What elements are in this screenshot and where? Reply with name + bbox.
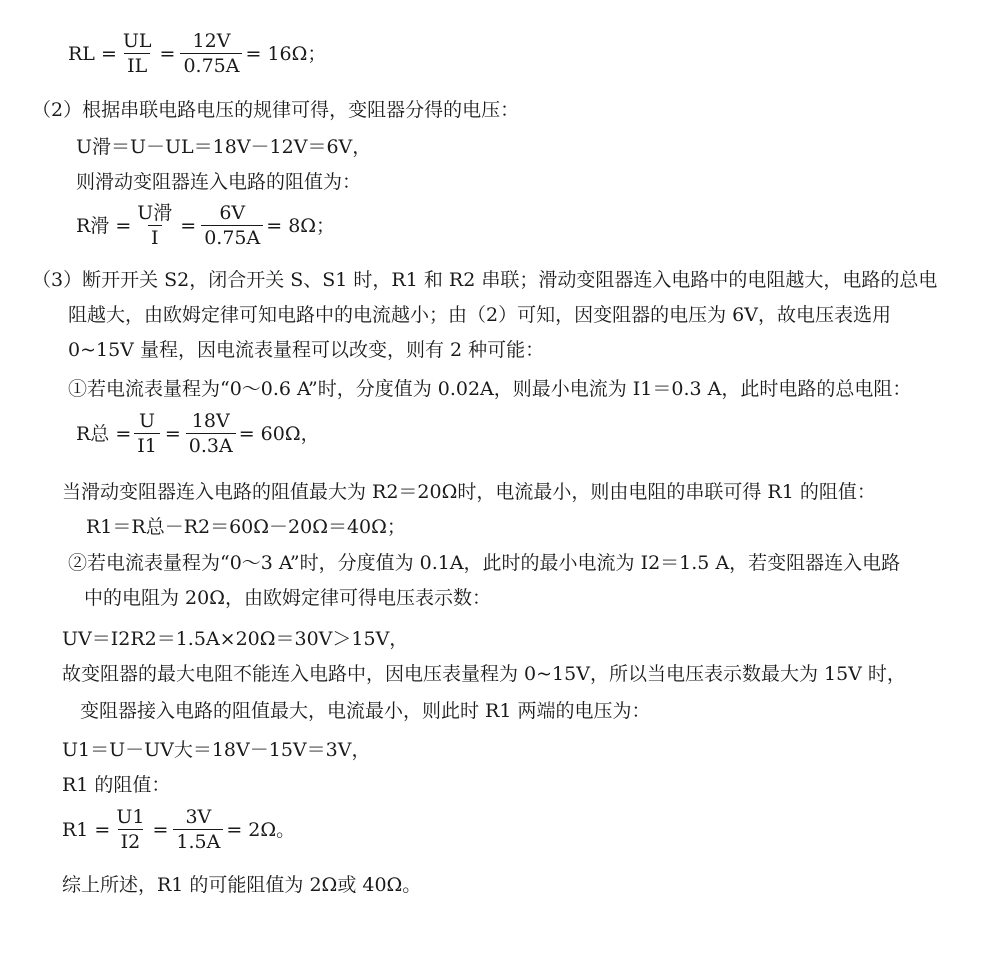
numerator: 3V: [185, 806, 212, 828]
numerator: 18V: [191, 410, 230, 432]
fraction-u-i1: [134, 410, 160, 457]
formula-lhs: R总 =: [76, 422, 132, 445]
formula-result: = 2Ω。: [226, 818, 296, 841]
case1-equation: R1＝R总－R2＝60Ω－20Ω＝40Ω；: [86, 516, 406, 538]
formula-rl: [68, 30, 326, 77]
formula-lhs: R滑 =: [76, 214, 132, 237]
denominator: IL: [124, 53, 150, 77]
case2-equation: UV＝I2R2＝1.5A×20Ω＝30V＞15V，: [62, 628, 409, 650]
case2-line1: ②若电流表量程为“0～3 A”时，分度值为 0.1A，此时的最小电流为 I2＝1.5 A，若变阻器连入电路: [68, 552, 901, 574]
denominator: 0.75A: [201, 225, 263, 249]
part2-heading: （2）根据串联电路电压的规律可得，变阻器分得的电压：: [32, 99, 520, 121]
formula-lhs: RL =: [68, 42, 117, 65]
denominator: I2: [118, 829, 144, 853]
formula-result: = 60Ω，: [238, 422, 320, 445]
equation-u-slide: U滑＝U－UL＝18V－12V＝6V，: [76, 136, 372, 158]
numerator: U1: [116, 806, 145, 828]
fraction-3v-15a: [173, 806, 223, 853]
case2-line3: 故变阻器的最大电阻不能连入电路中，因电压表量程为 0~15V，所以当电压表示数最大为 15V 时，: [62, 663, 906, 685]
case2-line4: 变阻器接入电路的阻值最大，电流最小，则此时 R1 两端的电压为：: [80, 700, 651, 722]
part3-line3: 0~15V 量程，因电流表量程可以改变，则有 2 种可能：: [68, 339, 545, 361]
case2-line2: 中的电阻为 20Ω，由欧姆定律可得电压表示数：: [84, 587, 491, 609]
equals-sign: =: [152, 818, 169, 841]
fraction-6v-075a: [201, 202, 263, 249]
part3-line1: （3）断开开关 S2，闭合开关 S、S1 时，R1 和 R2 串联；滑动变阻器连入电路中的电阻越大，电路的总电: [32, 269, 938, 291]
numerator: U滑: [137, 202, 173, 224]
denominator: 1.5A: [173, 829, 223, 853]
denominator: I1: [134, 433, 160, 457]
equals-sign: =: [164, 422, 181, 445]
case1-line2: 当滑动变阻器连入电路的阻值最大为 R2＝20Ω时，电流最小，则由电阻的串联可得 R1 的阻值：: [62, 481, 876, 503]
formula-result: = 8Ω；: [266, 214, 336, 237]
formula-result: = 16Ω；: [245, 42, 327, 65]
fraction-ul-il: [120, 30, 155, 77]
case1-line: ①若电流表量程为“0～0.6 A”时，分度值为 0.02A，则最小电流为 I1＝0.3 A，此时电路的总电阻：: [68, 378, 912, 400]
formula-lhs: R1 =: [62, 818, 111, 841]
denominator: 0.3A: [186, 433, 236, 457]
case2-line5: R1 的阻值：: [62, 774, 171, 796]
numerator: 12V: [192, 30, 231, 52]
denominator: 0.75A: [180, 53, 242, 77]
fraction-u1-i2: [113, 806, 147, 853]
equals-sign: =: [159, 42, 176, 65]
conclusion: 综上所述，R1 的可能阻值为 2Ω或 40Ω。: [62, 874, 422, 896]
equals-sign: =: [180, 214, 197, 237]
denominator: I: [148, 225, 162, 249]
fraction-18v-03a: [186, 410, 236, 457]
numerator: UL: [122, 30, 152, 52]
fraction-uslide-i: [134, 202, 175, 249]
numerator: 6V: [219, 202, 246, 224]
part2-sentence: 则滑动变阻器连入电路的阻值为：: [76, 171, 362, 193]
fraction-12v-075a: [180, 30, 242, 77]
formula-r-total: [76, 410, 320, 457]
case2-equation2: U1＝U－UV大＝18V－15V＝3V，: [62, 739, 371, 761]
numerator: U: [139, 410, 156, 432]
part3-line2: 阻越大，由欧姆定律可知电路中的电流越小；由（2）可知，因变阻器的电压为 6V，故电压表选用: [68, 304, 891, 326]
formula-r-slide: [76, 202, 335, 249]
formula-r1: [62, 806, 295, 853]
